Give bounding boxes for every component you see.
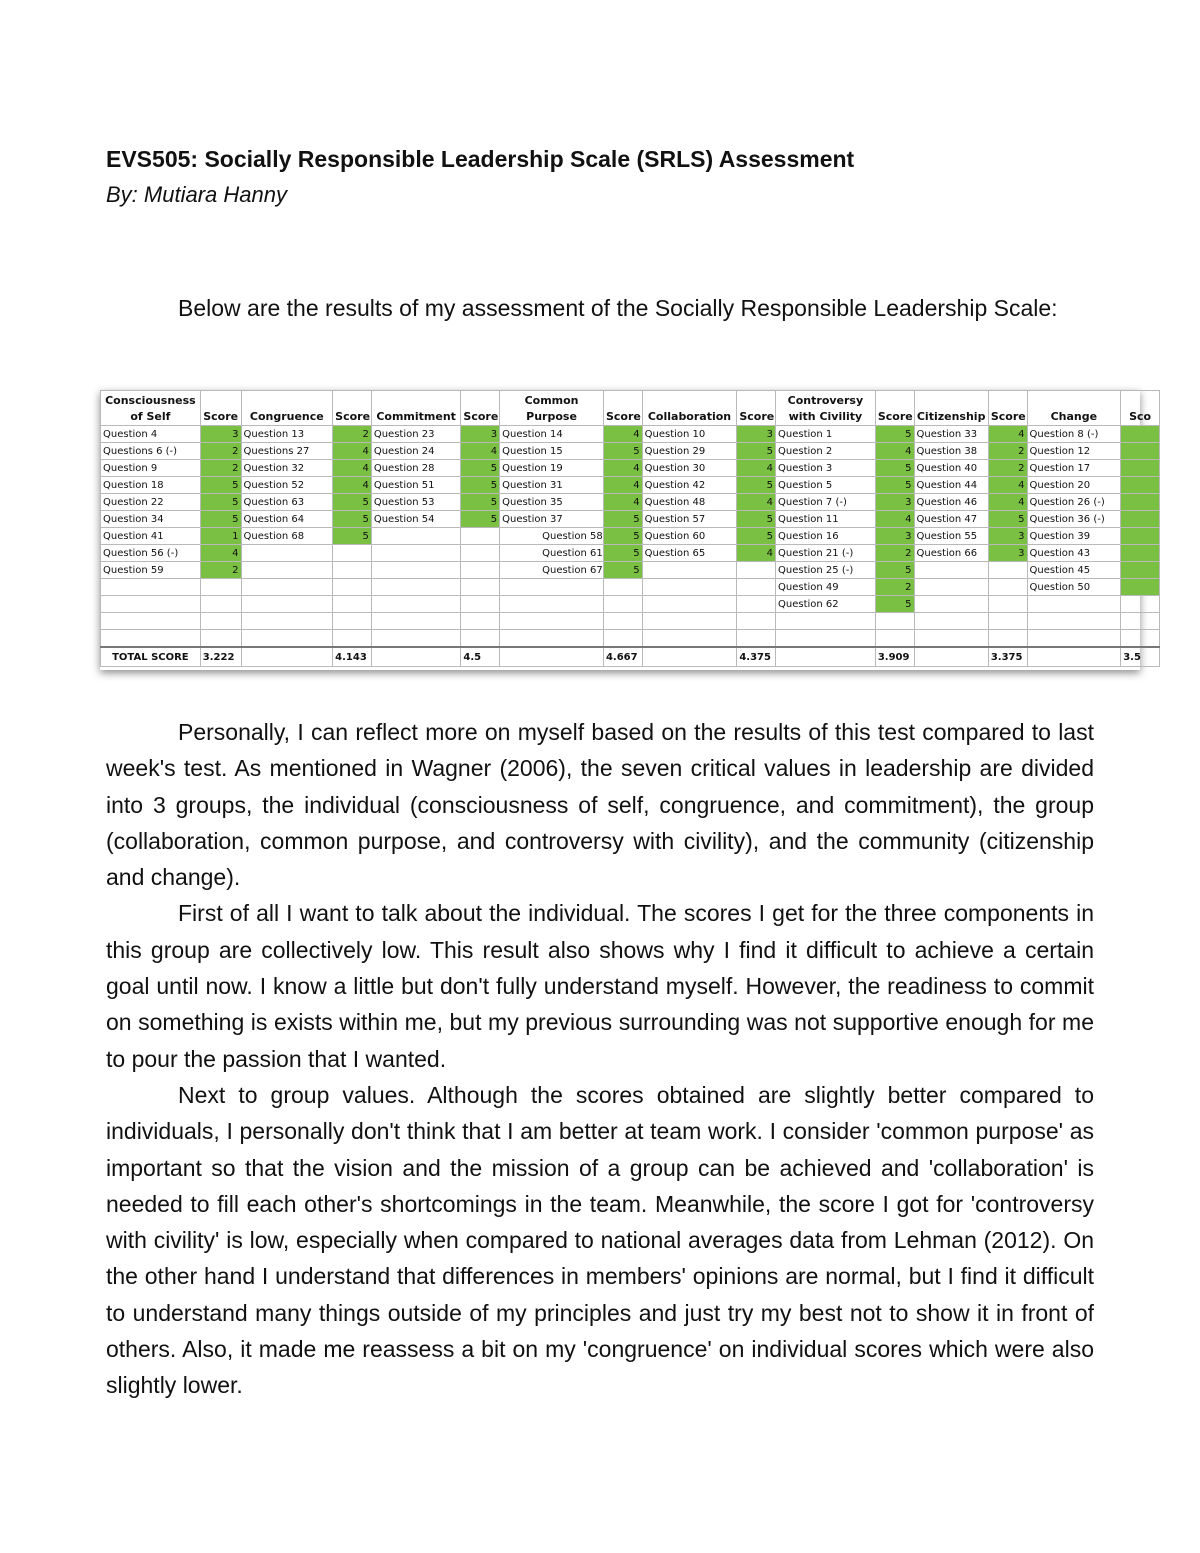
header-commitment: Commitment [371,391,461,426]
question-cell: Question 46 [914,494,988,511]
question-cell [914,596,988,613]
question-cell: Question 20 [1027,477,1121,494]
score-cell: 5 [603,545,642,562]
score-cell: 4 [333,477,372,494]
intro-paragraph: Below are the results of my assessment of the Socially Responsible Leadership Scale: [178,295,1058,321]
score-cell: 5 [737,528,776,545]
question-cell [1027,596,1121,613]
srls-results-table-image [100,390,1152,670]
question-cell [642,579,737,596]
question-cell: Question 63 [241,494,333,511]
score-cell [1121,579,1160,596]
question-cell: Question 9 [101,460,201,477]
score-cell: 3 [737,426,776,443]
score-cell: 2 [200,562,241,579]
score-cell: 5 [200,477,241,494]
score-cell [1121,443,1160,460]
score-cell: 5 [461,460,500,477]
question-cell: Question 50 [1027,579,1121,596]
score-cell: 2 [200,443,241,460]
score-cell: 3 [461,426,500,443]
question-cell: Question 36 (-) [1027,511,1121,528]
table-row [101,630,1160,648]
question-cell: Question 33 [914,426,988,443]
score-cell: 5 [988,511,1027,528]
question-cell: Question 5 [776,477,876,494]
header-score: Score [875,391,914,426]
score-cell [1121,545,1160,562]
score-cell [1121,613,1160,630]
score-cell [1121,630,1160,648]
table-row [101,528,1160,545]
table-row [101,596,1160,613]
question-cell [642,562,737,579]
score-cell: 5 [333,494,372,511]
question-cell [914,562,988,579]
question-cell: Question 22 [101,494,201,511]
header-score: Score [603,391,642,426]
paragraph-reflection: Personally, I can reflect more on myself based on the results of this test compared to last week's test. As mentioned in Wagner (2006), the seven critical values in leadership are divided into 3 groups, the individual (consciousness of self, congruence, and commitment), the group (collaboration, common purpose, and controversy with civility), and the community (citizenship and change). [106,719,1094,891]
score-cell: 2 [333,426,372,443]
question-cell: Question 55 [914,528,988,545]
score-cell [333,579,372,596]
srls-results-table [100,390,1160,667]
question-cell: Question 60 [642,528,737,545]
question-cell: Question 68 [241,528,333,545]
question-cell: Question 13 [241,426,333,443]
question-cell: Question 65 [642,545,737,562]
table-row [101,494,1160,511]
question-cell: Question 43 [1027,545,1121,562]
question-cell [101,579,201,596]
question-cell [371,528,461,545]
score-cell [461,545,500,562]
score-cell: 2 [200,460,241,477]
question-cell [371,579,461,596]
score-cell [875,613,914,630]
question-cell: Question 56 (-) [101,545,201,562]
question-cell [500,630,604,648]
score-cell [988,579,1027,596]
table-row [101,511,1160,528]
question-cell: Question 54 [371,511,461,528]
question-cell [914,613,988,630]
score-cell: 4 [988,477,1027,494]
question-cell: Question 21 (-) [776,545,876,562]
question-cell [642,596,737,613]
total-commitment: 4.5 [461,647,500,667]
score-cell: 2 [988,443,1027,460]
score-cell [737,579,776,596]
question-cell: Question 52 [241,477,333,494]
score-cell [1121,511,1160,528]
question-cell: Question 12 [1027,443,1121,460]
score-cell [875,630,914,648]
question-cell: Question 11 [776,511,876,528]
score-cell: 5 [603,562,642,579]
score-cell: 2 [988,460,1027,477]
question-cell: Questions 27 [241,443,333,460]
score-cell: 5 [333,528,372,545]
score-cell: 3 [988,545,1027,562]
question-cell [371,596,461,613]
question-cell [642,613,737,630]
question-cell: Question 38 [914,443,988,460]
question-cell: Question 44 [914,477,988,494]
score-cell: 4 [333,443,372,460]
question-cell: Question 39 [1027,528,1121,545]
question-cell: Question 58 [500,528,604,545]
question-cell: Question 26 (-) [1027,494,1121,511]
score-cell: 5 [603,528,642,545]
score-cell: 5 [737,443,776,460]
question-cell: Question 37 [500,511,604,528]
header-score-cut: Sco [1121,391,1160,426]
question-cell: Question 34 [101,511,201,528]
question-cell: Question 48 [642,494,737,511]
question-cell [500,579,604,596]
score-cell: 4 [603,477,642,494]
table-row [101,426,1160,443]
question-cell: Question 45 [1027,562,1121,579]
score-cell: 3 [875,528,914,545]
score-cell [1121,460,1160,477]
score-cell [333,596,372,613]
score-cell [333,562,372,579]
question-cell [371,613,461,630]
header-score: Score [333,391,372,426]
question-cell: Question 31 [500,477,604,494]
score-cell: 5 [603,443,642,460]
question-cell: Question 15 [500,443,604,460]
question-cell: Question 4 [101,426,201,443]
question-cell [241,630,333,648]
question-cell [101,613,201,630]
score-cell: 4 [603,460,642,477]
score-cell [461,579,500,596]
score-cell: 5 [737,511,776,528]
score-cell [200,579,241,596]
total-controversy: 3.909 [875,647,914,667]
question-cell [101,596,201,613]
question-cell [500,596,604,613]
score-cell: 4 [737,494,776,511]
total-consciousness: 3.222 [200,647,241,667]
question-cell [914,579,988,596]
total-label: TOTAL SCORE [101,647,201,667]
score-cell [1121,426,1160,443]
score-cell [200,613,241,630]
question-cell: Question 1 [776,426,876,443]
question-cell: Question 40 [914,460,988,477]
score-cell: 4 [988,494,1027,511]
question-cell: Question 67 [500,562,604,579]
score-cell [461,528,500,545]
question-cell: Question 51 [371,477,461,494]
score-cell [333,545,372,562]
score-cell: 4 [603,426,642,443]
question-cell [241,579,333,596]
total-score-row [101,647,1160,667]
question-cell: Question 16 [776,528,876,545]
question-cell: Question 62 [776,596,876,613]
score-cell: 4 [875,443,914,460]
question-cell [1027,630,1121,648]
header-score: Score [200,391,241,426]
table-header-row [101,391,1160,426]
score-cell [200,630,241,648]
question-cell: Question 47 [914,511,988,528]
score-cell: 4 [737,460,776,477]
question-cell: Question 59 [101,562,201,579]
question-cell: Question 61 [500,545,604,562]
score-cell [461,596,500,613]
question-cell: Question 49 [776,579,876,596]
score-cell: 5 [200,511,241,528]
question-cell: Questions 6 (-) [101,443,201,460]
score-cell [988,613,1027,630]
score-cell [988,562,1027,579]
author-byline: By: Mutiara Hanny [106,182,287,207]
score-cell: 5 [461,511,500,528]
score-cell: 2 [875,545,914,562]
question-cell: Question 10 [642,426,737,443]
score-cell [737,562,776,579]
question-cell: Question 28 [371,460,461,477]
score-cell: 5 [875,596,914,613]
score-cell [1121,562,1160,579]
score-cell: 5 [461,477,500,494]
paragraph-group: Next to group values. Although the scores obtained are slightly better compared to individuals, I personally don't think that I am better at team work. I consider 'common purpose' as important so that the vision and the mission of a group can be achieved and 'collaboration' is needed to fill each other's shortcomings in the team. Meanwhile, the score I got for 'controversy with civility' is low, especially when compared to national averages data from Lehman (2012). On the other hand I understand that differences in members' opinions are normal, but I find it difficult to understand many things outside of my principles and just try my best not to show it in front of others. Also, it made me reassess a bit on my 'congruence' on individual scores which were also slightly lower. [106,1081,1094,1399]
score-cell: 3 [200,426,241,443]
question-cell: Question 14 [500,426,604,443]
question-cell: Question 30 [642,460,737,477]
header-citizenship: Citizenship [914,391,988,426]
score-cell: 4 [737,545,776,562]
score-cell [333,630,372,648]
score-cell: 3 [988,528,1027,545]
question-cell [776,613,876,630]
question-cell: Question 23 [371,426,461,443]
question-cell: Question 18 [101,477,201,494]
score-cell: 3 [875,494,914,511]
header-score: Score [737,391,776,426]
score-cell: 5 [875,562,914,579]
score-cell: 4 [988,426,1027,443]
question-cell: Question 29 [642,443,737,460]
question-cell [500,613,604,630]
question-cell: Question 57 [642,511,737,528]
score-cell: 5 [461,494,500,511]
score-cell [737,596,776,613]
score-cell [461,630,500,648]
score-cell [603,579,642,596]
score-cell: 4 [333,460,372,477]
question-cell: Question 41 [101,528,201,545]
header-controversy: Controversy with Civility [776,391,876,426]
question-cell [241,613,333,630]
question-cell [241,562,333,579]
question-cell: Question 7 (-) [776,494,876,511]
total-common-purpose: 4.667 [603,647,642,667]
question-cell: Question 17 [1027,460,1121,477]
question-cell: Question 35 [500,494,604,511]
score-cell [603,596,642,613]
paragraph-individual: First of all I want to talk about the individual. The scores I get for the three components in this group are collectively low. This result also shows why I find it difficult to achieve a certain goal until now. I know a little but don't fully understand myself. However, the readiness to commit on something is exists within me, but my previous surrounding was not supportive enough for me to pour the passion that I wanted. [106,900,1094,1072]
score-cell: 5 [875,477,914,494]
question-cell [101,630,201,648]
table-row [101,545,1160,562]
question-cell [371,562,461,579]
question-cell: Question 24 [371,443,461,460]
question-cell [371,545,461,562]
header-collaboration: Collaboration [642,391,737,426]
header-consciousness: Consciousness of Self [101,391,201,426]
document-title: EVS505: Socially Responsible Leadership Scale (SRLS) Assessment [106,146,855,172]
question-cell [241,545,333,562]
question-cell: Question 32 [241,460,333,477]
score-cell: 5 [737,477,776,494]
body-text [106,714,1094,1404]
score-cell [603,613,642,630]
question-cell [914,630,988,648]
question-cell [776,630,876,648]
score-cell: 4 [875,511,914,528]
question-cell: Question 2 [776,443,876,460]
question-cell [642,630,737,648]
score-cell: 5 [333,511,372,528]
question-cell: Question 8 (-) [1027,426,1121,443]
score-cell: 4 [603,494,642,511]
header-common-purpose: Common Purpose [500,391,604,426]
score-cell: 5 [875,426,914,443]
score-cell [1121,596,1160,613]
question-cell: Question 53 [371,494,461,511]
question-cell [1027,613,1121,630]
table-row [101,613,1160,630]
total-congruence: 4.143 [333,647,372,667]
score-cell [333,613,372,630]
header-score: Score [988,391,1027,426]
question-cell [241,596,333,613]
total-change: 3.5 [1121,647,1160,667]
total-collaboration: 4.375 [737,647,776,667]
score-cell [461,562,500,579]
score-cell: 4 [461,443,500,460]
table-row [101,562,1160,579]
score-cell: 1 [200,528,241,545]
question-cell [371,630,461,648]
header-score: Score [461,391,500,426]
score-cell [461,613,500,630]
score-cell [988,630,1027,648]
score-cell [1121,477,1160,494]
score-cell: 4 [200,545,241,562]
score-cell: 5 [200,494,241,511]
score-cell [737,630,776,648]
score-cell [1121,528,1160,545]
score-cell [988,596,1027,613]
score-cell [603,630,642,648]
question-cell: Question 25 (-) [776,562,876,579]
score-cell [1121,494,1160,511]
question-cell: Question 42 [642,477,737,494]
question-cell: Question 3 [776,460,876,477]
score-cell: 2 [875,579,914,596]
header-congruence: Congruence [241,391,333,426]
score-cell [737,613,776,630]
question-cell: Question 64 [241,511,333,528]
question-cell: Question 66 [914,545,988,562]
score-cell: 5 [603,511,642,528]
score-cell: 5 [875,460,914,477]
total-citizenship: 3.375 [988,647,1027,667]
table-row [101,477,1160,494]
table-row [101,443,1160,460]
table-row [101,579,1160,596]
question-cell: Question 19 [500,460,604,477]
score-cell [200,596,241,613]
header-change: Change [1027,391,1121,426]
table-row [101,460,1160,477]
